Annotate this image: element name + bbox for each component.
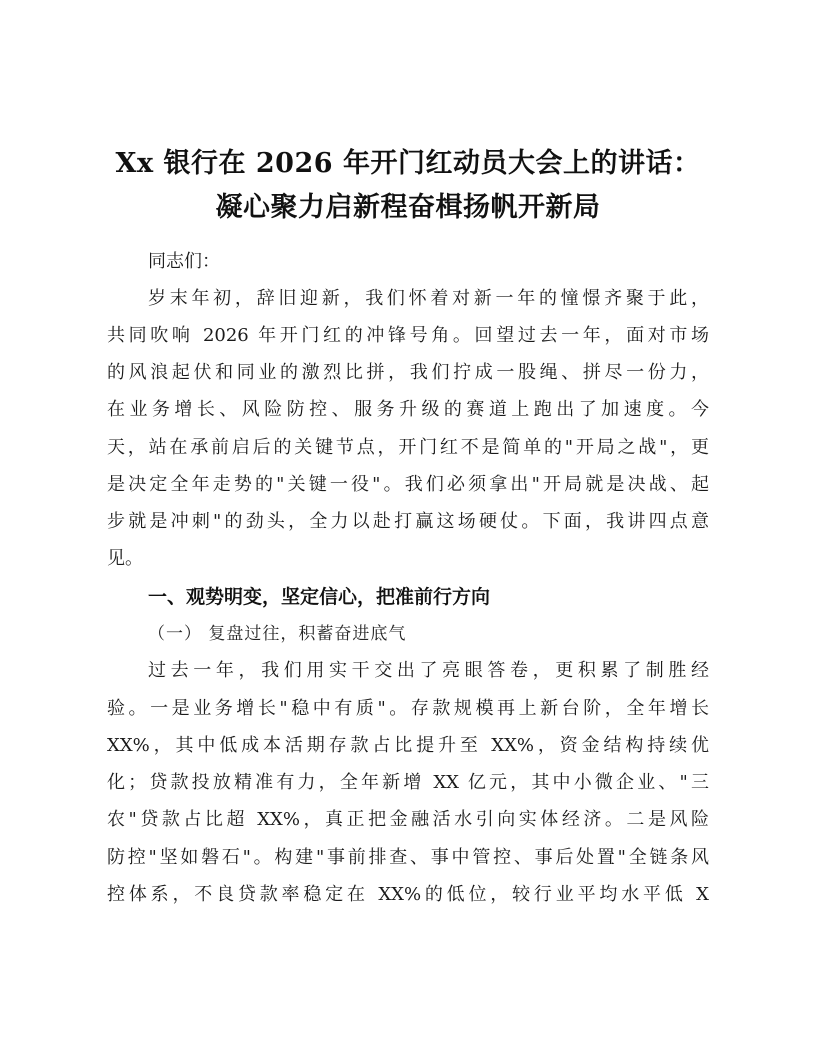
salutation: 同志们：	[148, 251, 220, 272]
intro-line: 步就是冲刺"的劲头，全力以赴打赢这场硬仗。下面，我讲四点意	[107, 511, 709, 532]
body-line: 验。一是业务增长"稳中有质"。存款规模再上新台阶，全年增长	[107, 698, 709, 719]
body-line: 控体系，不良贷款率稳定在 XX%的低位，较行业平均水平低 X	[107, 884, 709, 905]
body-line: 化；贷款投放精准有力，全年新增 XX 亿元，其中小微企业、"三	[107, 772, 709, 793]
document-title-line-2: 凝心聚力启新程奋楫扬帆开新局	[215, 192, 601, 223]
body-line: 过去一年，我们用实干交出了亮眼答卷，更积累了制胜经	[148, 660, 709, 681]
intro-line: 是决定全年走势的"关键一役"。我们必须拿出"开局就是决战、起	[107, 474, 709, 495]
intro-line: 见。	[107, 548, 143, 569]
body-line: 防控"坚如磐石"。构建"事前排查、事中管控、事后处置"全链条风	[107, 847, 709, 868]
intro-line: 天，站在承前启后的关键节点，开门红不是简单的"开局之战"，更	[107, 437, 709, 458]
subsection-heading: （一） 复盘过往，积蓄奋进底气	[148, 624, 407, 644]
document-title-line-1: Xx 银行在 2026 年开门红动员大会上的讲话：	[115, 148, 701, 179]
intro-line: 岁末年初，辞旧迎新，我们怀着对新一年的憧憬齐聚于此，	[148, 288, 709, 309]
intro-line: 的风浪起伏和同业的激烈比拼，我们拧成一股绳、拼尽一份力，	[107, 362, 709, 383]
intro-line: 共同吹响 2026 年开门红的冲锋号角。回望过去一年，面对市场	[107, 325, 709, 346]
body-line: XX%，其中低成本活期存款占比提升至 XX%，资金结构持续优	[107, 735, 709, 756]
intro-line: 在业务增长、风险防控、服务升级的赛道上跑出了加速度。今	[107, 399, 709, 420]
section-heading: 一、观势明变，坚定信心，把准前行方向	[148, 586, 491, 608]
body-line: 农"贷款占比超 XX%，真正把金融活水引向实体经济。二是风险	[107, 809, 709, 830]
